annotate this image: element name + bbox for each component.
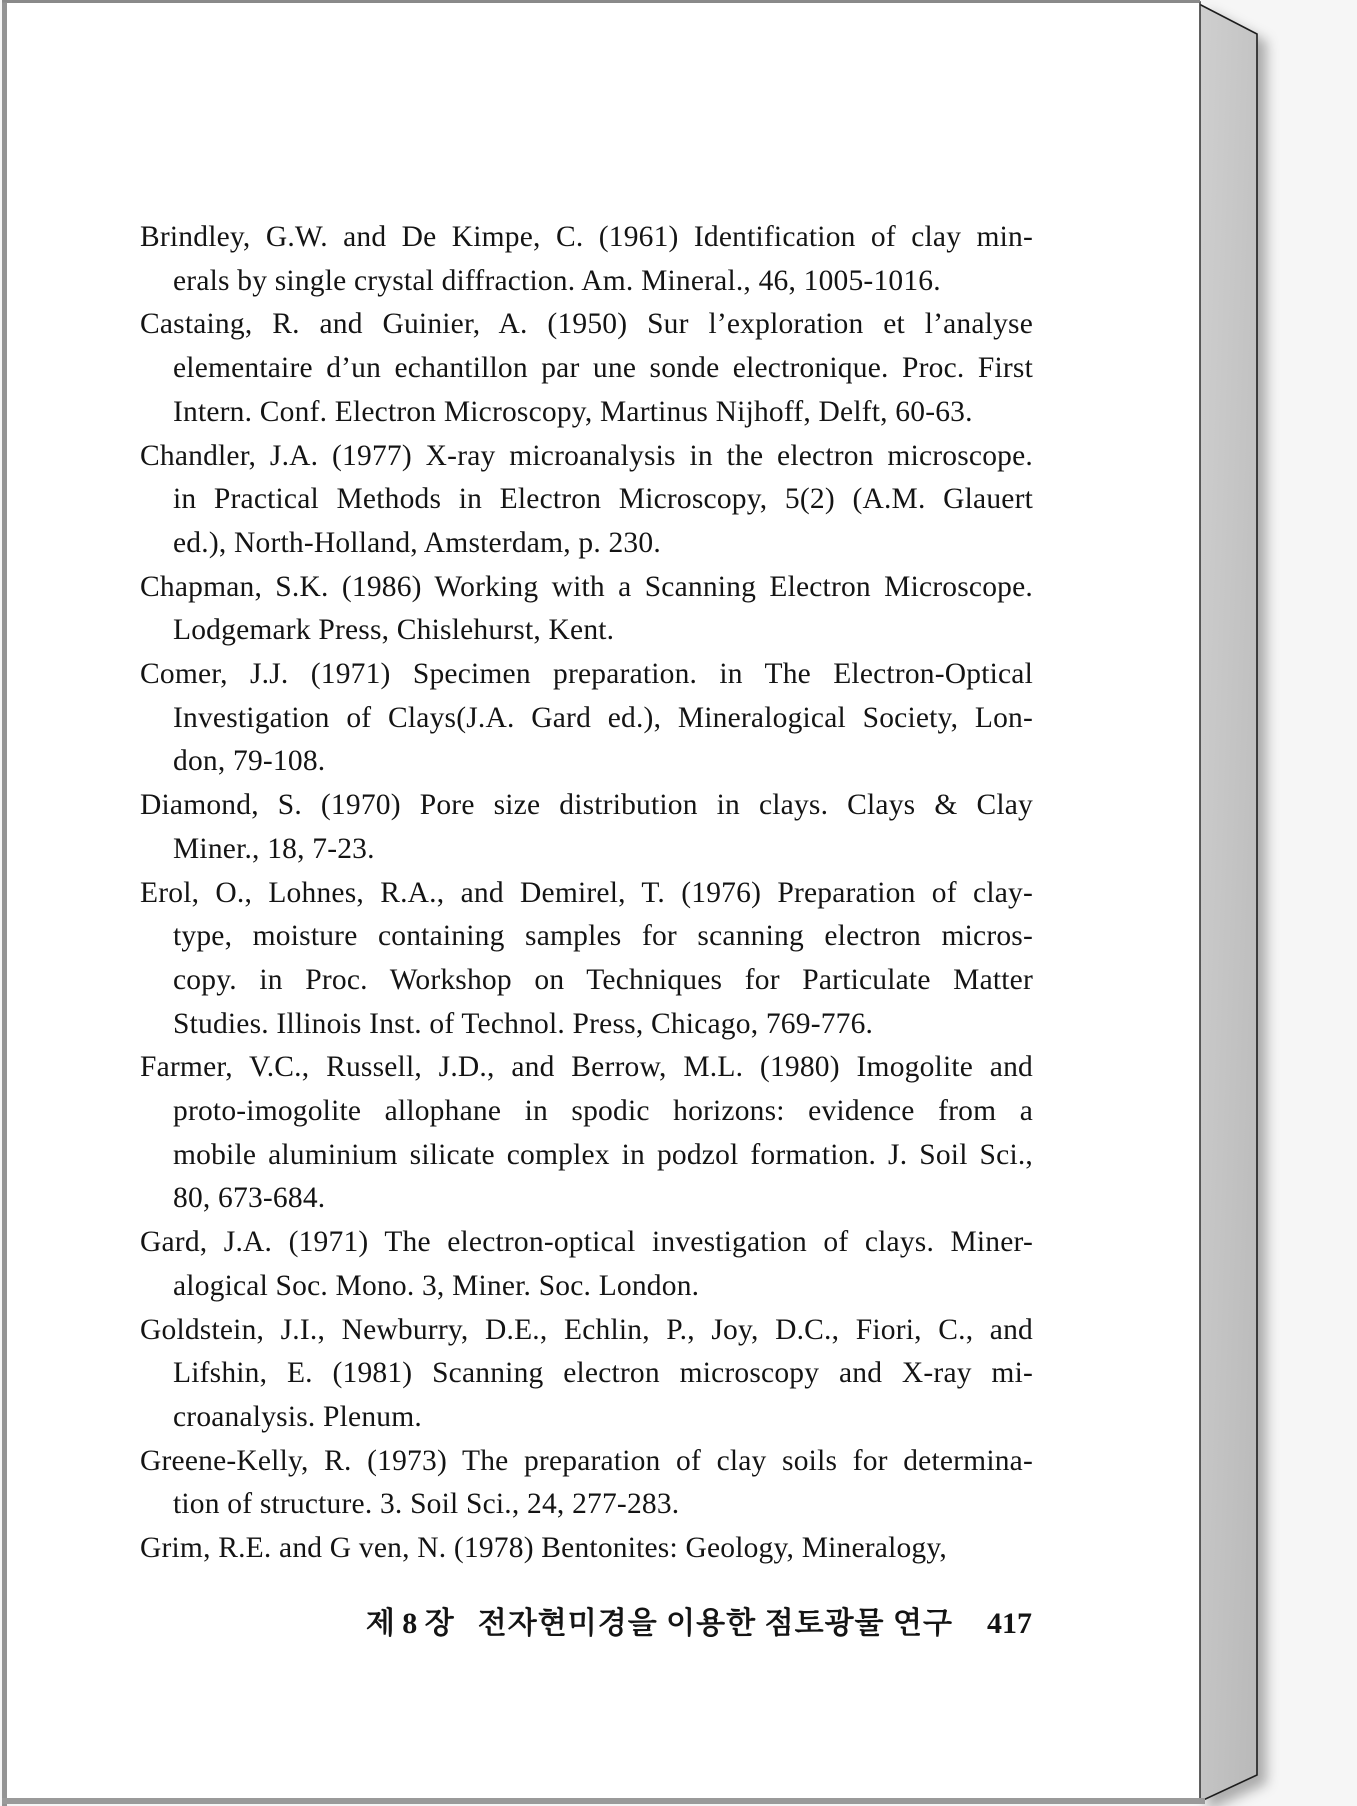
reference-line: Studies. Illinois Inst. of Technol. Press, Chicago, 769-776. [173,1007,874,1040]
reference-line: Chandler, J.A. (1977) X-ray microanalysis in the electron microscope. [140,439,1033,472]
reference-line: Gard, J.A. (1971) The electron-optical investigation of clays. Miner- [140,1226,1033,1259]
reference-line: croanalysis. Plenum. [173,1400,422,1433]
reference-line: Comer, J.J. (1971) Specimen preparation. in The Electron-Optical [140,658,1033,691]
reference-line: Intern. Conf. Electron Microscopy, Martinus Nijhoff, Delft, 60-63. [173,395,973,428]
reference-line: type, moisture containing samples for scanning electron micros- [173,920,1033,953]
reference-line: Diamond, S. (1970) Pore size distribution in clays. Clays & Clay [140,789,1033,822]
reference-line: Investigation of Clays(J.A. Gard ed.), Mineralogical Society, Lon- [173,701,1033,734]
reference-line: erals by single crystal diffraction. Am. Mineral., 46, 1005-1016. [173,264,941,297]
reference-line: Chapman, S.K. (1986) Working with a Scanning Electron Microscope. [140,570,1033,603]
reference-line: Lifshin, E. (1981) Scanning electron microscopy and X-ray mi- [173,1357,1033,1390]
reference-line: Greene-Kelly, R. (1973) The preparation of clay soils for determina- [140,1444,1033,1477]
top-trim [2,0,1200,3]
reference-line: Erol, O., Lohnes, R.A., and Demirel, T. (1976) Preparation of clay- [140,876,1033,909]
reference-line: tion of structure. 3. Soil Sci., 24, 277-283. [173,1488,680,1521]
reference-line: 80, 673-684. [173,1182,326,1215]
reference-line: ed.), North-Holland, Amsterdam, p. 230. [173,526,661,559]
reference-line: Castaing, R. and Guinier, A. (1950) Sur l’exploration et l’analyse [140,308,1033,341]
reference-line: alogical Soc. Mono. 3, Miner. Soc. London. [173,1269,700,1302]
spine-edge [2,0,7,1806]
reference-line: proto-imogolite allophane in spodic horizons: evidence from a [173,1095,1033,1128]
reference-line: mobile aluminium silicate complex in podzol formation. J. Soil Sci., [173,1138,1033,1171]
page-number: 417 [987,1607,1032,1640]
reference-line: elementaire d’un echantillon par une sonde electronique. Proc. First [173,352,1033,385]
reference-line: copy. in Proc. Workshop on Techniques for Particulate Matter [173,963,1033,996]
references-list [140,216,1033,1571]
book-fore-edge [1199,4,1257,1802]
page-footer [366,1598,1032,1642]
reference-line: in Practical Methods in Electron Microscopy, 5(2) (A.M. Glauert [173,483,1033,516]
reference-line: Grim, R.E. and G ven, N. (1978) Bentonites: Geology, Mineralogy, [140,1532,947,1565]
chapter-label: 제 8 장 [365,1607,454,1640]
reference-line: Miner., 18, 7-23. [173,832,375,865]
reference-line: don, 79-108. [173,745,326,778]
reference-line: Goldstein, J.I., Newburry, D.E., Echlin, P., Joy, D.C., Fiori, C., and [140,1313,1033,1346]
chapter-title: 전자현미경을 이용한 점토광물 연구 [477,1607,953,1640]
reference-line: Lodgemark Press, Chislehurst, Kent. [173,614,615,647]
bottom-trim [2,1798,1205,1804]
reference-line: Brindley, G.W. and De Kimpe, C. (1961) Identification of clay min- [140,221,1033,253]
reference-line: Farmer, V.C., Russell, J.D., and Berrow, M.L. (1980) Imogolite and [140,1051,1033,1084]
